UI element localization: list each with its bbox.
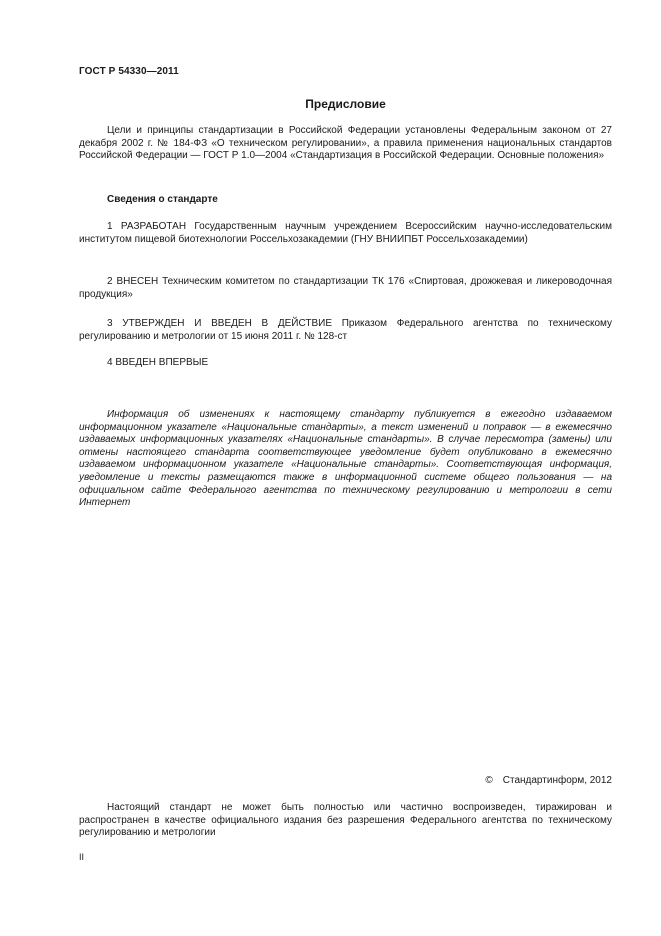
- standard-info-item-3: 3 УТВЕРЖДЕН И ВВЕДЕН В ДЕЙСТВИЕ Приказом Федерального агентства по техническому регулированию и метрологии от 15 июня 2011 г. № 128-ст: [79, 318, 612, 342]
- standard-info-item-2: 2 ВНЕСЕН Техническим комитетом по стандартизации ТК 176 «Спиртовая, дрожжевая и ликероводочная продукция»: [79, 276, 612, 300]
- standard-info-item-1: 1 РАЗРАБОТАН Государственным научным учреждением Всероссийским научно-исследовательским институтом пищевой биотехнологии Россельхозакадемии (ГНУ ВНИИПБТ Россельхозакадемии): [79, 221, 612, 245]
- reproduction-notice: Настоящий стандарт не может быть полностью или частично воспроизведен, тиражирован и распространен в качестве официального издания без разрешения Федерального агентства по техническому регулированию и метрологии: [79, 802, 612, 839]
- copyright-symbol: ©: [485, 775, 493, 786]
- standard-info-item-4: 4 ВВЕДЕН ВПЕРВЫЕ: [107, 357, 209, 368]
- copyright-line: [485, 775, 612, 786]
- standard-info-title: Сведения о стандарте: [107, 194, 218, 205]
- copyright-text: Стандартинформ, 2012: [502, 775, 612, 786]
- document-code: ГОСТ Р 54330—2011: [79, 66, 179, 77]
- preface-title: Предисловие: [305, 97, 386, 111]
- changes-notice: Информация об изменениях к настоящему стандарту публикуется в ежегодно издаваемом информационном указателе «Национальные стандарты», а текст изменений и поправок — в ежемесячно издаваемых информационных указателях «Национальные стандарты». В случае пересмотра (замены) или отмены настоящего стандарта соответствующее уведомление будет опубликовано в ежемесячно издаваемом информационном указателе «Национальные стандарты». Соответствующая информация, уведомление и тексты размещаются также в информационной системе общего пользования — на официальном сайте Федерального агентства по техническому регулированию и метрологии в сети Интернет: [79, 409, 612, 509]
- page-number: II: [79, 852, 85, 862]
- preface-intro: Цели и принципы стандартизации в Российской Федерации установлены Федеральным законом от 27 декабря 2002 г. № 184-ФЗ «О техническом регулировании», а правила применения национальных стандартов Российской Федерации — ГОСТ Р 1.0—2004 «Стандартизация в Российской Федерации. Основные положения»: [79, 125, 612, 162]
